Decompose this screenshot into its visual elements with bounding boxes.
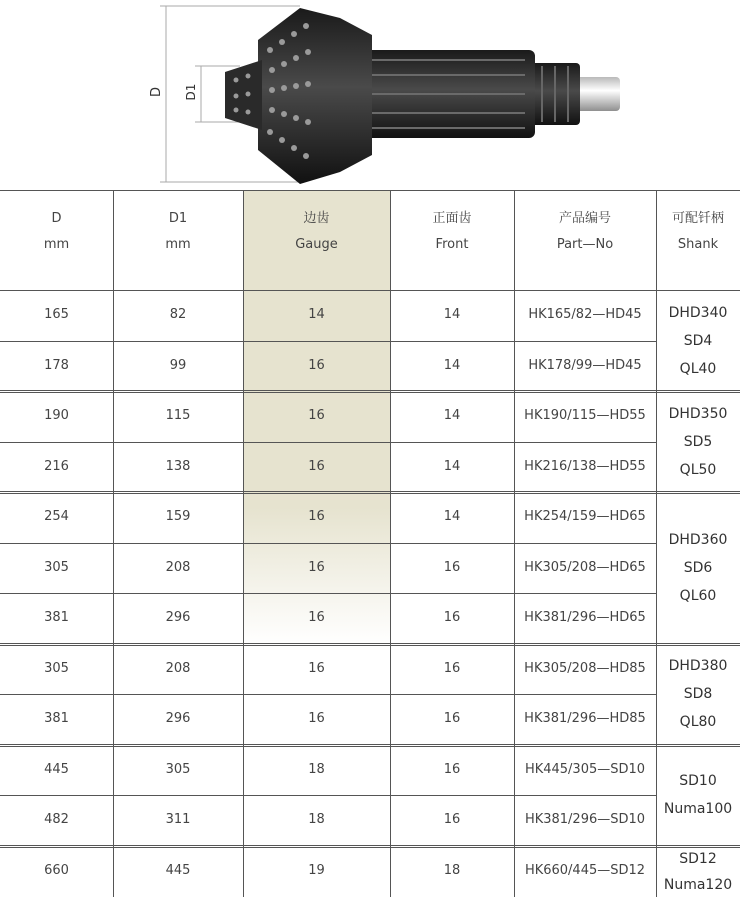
table-cell-front: 14 bbox=[443, 458, 461, 474]
group-divider bbox=[0, 845, 740, 846]
header-divider bbox=[0, 290, 740, 291]
table-cell-d1: 208 bbox=[165, 559, 191, 575]
shank-group bbox=[656, 652, 740, 736]
column-header-label: D1 bbox=[168, 211, 188, 226]
row-divider bbox=[0, 442, 656, 443]
shank-name: SD8 bbox=[683, 686, 713, 702]
table-cell-front: 14 bbox=[443, 307, 461, 322]
column-divider bbox=[113, 190, 114, 897]
shank-name: QL50 bbox=[679, 461, 717, 478]
table-cell-front: 16 bbox=[443, 711, 461, 726]
shank-name: QL80 bbox=[679, 714, 717, 730]
column-header-label: 产品编号 bbox=[558, 211, 611, 226]
table-cell-front: 16 bbox=[443, 559, 461, 575]
table-cell-front: 14 bbox=[443, 509, 461, 524]
table-cell-d: 190 bbox=[44, 408, 69, 423]
column-divider bbox=[390, 190, 391, 897]
group-divider bbox=[0, 746, 740, 747]
shank-name: SD5 bbox=[683, 433, 713, 450]
table-cell-gauge: 16 bbox=[308, 559, 325, 575]
table-cell-gauge: 16 bbox=[308, 357, 325, 373]
shank-group bbox=[656, 400, 740, 484]
shank-name: SD6 bbox=[683, 559, 713, 576]
group-divider bbox=[0, 744, 740, 745]
column-header-label: D bbox=[51, 211, 62, 226]
table-cell-d: 216 bbox=[44, 458, 69, 474]
shank-group bbox=[656, 846, 740, 898]
table-cell-part: HK190/115—HD55 bbox=[524, 408, 646, 423]
shank-group bbox=[656, 526, 740, 610]
column-header-0 bbox=[0, 206, 113, 258]
table-cell-gauge: 16 bbox=[308, 660, 325, 676]
group-divider bbox=[0, 645, 740, 646]
table-cell-d1: 82 bbox=[169, 307, 187, 322]
table-cell-part: HK381/296—HD65 bbox=[524, 610, 646, 625]
column-header-2 bbox=[243, 206, 390, 258]
shank-group bbox=[656, 299, 740, 383]
row-divider bbox=[0, 694, 656, 695]
group-divider bbox=[0, 493, 740, 494]
table-cell-gauge: 18 bbox=[308, 761, 325, 777]
shank-name: SD10 bbox=[679, 773, 717, 789]
table-cell-front: 16 bbox=[443, 660, 461, 676]
drill-head bbox=[258, 8, 372, 184]
table-cell-d1: 445 bbox=[165, 862, 191, 878]
shank-name: DHD380 bbox=[668, 658, 728, 674]
column-header-1 bbox=[113, 206, 243, 258]
column-header-3 bbox=[390, 206, 514, 258]
drill-nose bbox=[225, 60, 262, 130]
shank-name: Numa100 bbox=[663, 801, 733, 817]
table-cell-front: 14 bbox=[443, 408, 461, 423]
shank-group bbox=[656, 767, 740, 823]
table-cell-part: HK381/296—HD85 bbox=[524, 711, 646, 726]
table-cell-d1: 296 bbox=[165, 711, 191, 726]
column-divider bbox=[656, 190, 657, 897]
table-cell-part: HK254/159—HD65 bbox=[524, 509, 646, 524]
column-header-label: 可配钎柄 bbox=[671, 211, 724, 226]
shank-name: QL40 bbox=[679, 360, 717, 377]
table-cell-d1: 305 bbox=[165, 761, 191, 777]
row-divider bbox=[0, 543, 656, 544]
table-cell-front: 16 bbox=[443, 610, 461, 625]
table-cell-part: HK381/296—SD10 bbox=[524, 812, 646, 827]
shank-name: Numa120 bbox=[663, 876, 733, 893]
group-divider bbox=[0, 390, 740, 391]
table-cell-part: HK216/138—HD55 bbox=[524, 458, 646, 474]
table-cell-front: 16 bbox=[443, 812, 461, 827]
group-divider bbox=[0, 643, 740, 644]
table-cell-d: 660 bbox=[44, 862, 69, 878]
group-divider bbox=[0, 392, 740, 393]
table-cell-gauge: 16 bbox=[308, 711, 325, 726]
table-cell-front: 14 bbox=[443, 357, 461, 373]
column-header-4 bbox=[514, 206, 656, 258]
table-cell-front: 16 bbox=[443, 761, 461, 777]
table-cell-d1: 208 bbox=[165, 660, 191, 676]
drill-bit-figure bbox=[0, 0, 740, 190]
table-cell-d: 165 bbox=[44, 307, 69, 322]
column-header-5 bbox=[656, 206, 740, 258]
table-cell-part: HK178/99—HD45 bbox=[528, 357, 642, 373]
group-divider bbox=[0, 847, 740, 848]
table-cell-gauge: 19 bbox=[308, 862, 325, 878]
table-cell-front: 18 bbox=[443, 862, 461, 878]
table-cell-d: 445 bbox=[44, 761, 69, 777]
table-cell-d: 178 bbox=[44, 357, 69, 373]
table-cell-d1: 311 bbox=[165, 812, 191, 827]
column-header-sublabel: mm bbox=[165, 237, 191, 252]
drill-shaft bbox=[575, 77, 620, 111]
dimension-label-d1: D1 bbox=[184, 83, 198, 101]
table-cell-part: HK305/208—HD85 bbox=[524, 660, 646, 676]
table-cell-d1: 138 bbox=[165, 458, 191, 474]
shank-name: SD12 bbox=[679, 850, 717, 867]
shank-name: DHD350 bbox=[668, 405, 728, 422]
table-cell-d1: 115 bbox=[165, 408, 191, 423]
shank-name: SD4 bbox=[683, 332, 713, 349]
column-header-sublabel: Shank bbox=[677, 237, 719, 252]
table-top-border bbox=[0, 190, 740, 191]
table-cell-gauge: 14 bbox=[308, 307, 325, 322]
table-cell-part: HK165/82—HD45 bbox=[528, 307, 642, 322]
table-cell-gauge: 16 bbox=[308, 610, 325, 625]
group-divider bbox=[0, 491, 740, 492]
table-cell-part: HK305/208—HD65 bbox=[524, 559, 646, 575]
shank-name: DHD340 bbox=[668, 304, 728, 321]
shank-name: QL60 bbox=[679, 587, 717, 604]
table-cell-part: HK660/445—SD12 bbox=[524, 862, 646, 878]
table-cell-d1: 296 bbox=[165, 610, 191, 625]
table-cell-d: 381 bbox=[44, 711, 69, 726]
row-divider bbox=[0, 795, 656, 796]
table-cell-gauge: 16 bbox=[308, 458, 325, 474]
table-cell-gauge: 16 bbox=[308, 408, 325, 423]
table-cell-d: 305 bbox=[44, 559, 69, 575]
column-divider bbox=[514, 190, 515, 897]
column-header-sublabel: mm bbox=[43, 237, 70, 252]
table-cell-d1: 159 bbox=[165, 509, 191, 524]
table-cell-part: HK445/305—SD10 bbox=[524, 761, 646, 777]
table-cell-d: 305 bbox=[44, 660, 69, 676]
column-header-sublabel: Gauge bbox=[295, 237, 338, 252]
row-divider bbox=[0, 341, 656, 342]
column-header-sublabel: Part—No bbox=[556, 237, 614, 252]
row-divider bbox=[0, 593, 656, 594]
shank-name: DHD360 bbox=[668, 531, 728, 548]
column-header-label: 边齿 bbox=[303, 211, 330, 226]
table-cell-d: 254 bbox=[44, 509, 69, 524]
table-cell-gauge: 18 bbox=[308, 812, 325, 827]
table-cell-d: 482 bbox=[44, 812, 69, 827]
table-cell-gauge: 16 bbox=[308, 509, 325, 524]
column-header-sublabel: Front bbox=[435, 237, 469, 252]
dimension-label-d: D bbox=[149, 86, 164, 98]
table-cell-d1: 99 bbox=[169, 357, 187, 373]
spec-table bbox=[0, 190, 740, 897]
table-cell-d: 381 bbox=[44, 610, 69, 625]
column-header-label: 正面齿 bbox=[432, 211, 472, 226]
column-divider bbox=[243, 190, 244, 897]
